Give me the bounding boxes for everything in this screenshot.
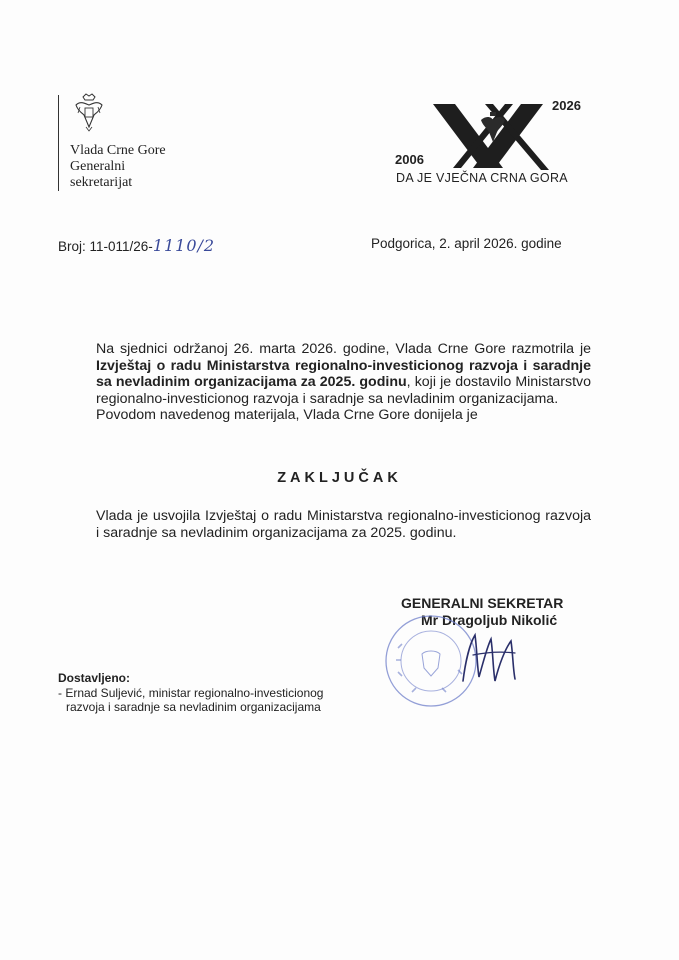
p1-text-start: Na sjednici održanoj 26. marta 2026. godine, Vlada Crne Gore razmotrila je [96, 341, 591, 357]
logo-year-left: 2006 [395, 152, 424, 167]
place-date: Podgorica, 2. april 2026. godine [371, 236, 562, 251]
government-name [70, 143, 166, 191]
signatory-title: GENERALNI SEKRETAR [401, 595, 564, 611]
document-number [58, 236, 215, 255]
conclusion-title: ZAKLJUČAK [277, 470, 402, 486]
logo-year-right: 2026 [552, 98, 581, 113]
handwritten-signature [455, 625, 525, 695]
paragraph-1 [96, 341, 591, 407]
logo-tagline: DA JE VJEČNA CRNA GORA [396, 171, 568, 185]
delivery-line-1: - Ernad Suljević, ministar regionalno-investicionog [58, 686, 324, 700]
handwritten-number: 1110/2 [152, 236, 216, 255]
paragraph-3: Vlada je usvojila Izvještaj o radu Ministarstva regionalno-investicionog razvoja i saradnje sa nevladinim organizacijama za 2025. godinu. [96, 508, 591, 541]
org-line-1: Vlada Crne Gore [70, 143, 166, 158]
delivery-title: Dostavljeno: [58, 671, 131, 685]
paragraph-2: Povodom navedenog materijala, Vlada Crne Gore donijela je [96, 407, 478, 423]
delivery-line-2: razvoja i saradnje sa nevladinim organizacijama [66, 700, 321, 714]
p1-bold-title: Izvještaj o radu Ministarstva regionalno-investicionog razvoja i saradnje sa nevladinim organizacijama za 2025. godinu [96, 357, 591, 390]
signatory-name: Mr Dragoljub Nikolić [421, 612, 558, 628]
coat-of-arms-icon [72, 93, 106, 133]
org-line-2: Generalni [70, 159, 126, 174]
p1-text-end: , koji je dostavilo Ministarstvo regionalno-investicionog razvoja i saradnje sa nevladinim organizacijama. [96, 374, 591, 407]
government-header [58, 93, 208, 193]
number-prefix: Broj: 11-011/26- [58, 239, 153, 254]
header-divider [58, 95, 59, 191]
org-line-3: sekretarijat [70, 175, 133, 190]
